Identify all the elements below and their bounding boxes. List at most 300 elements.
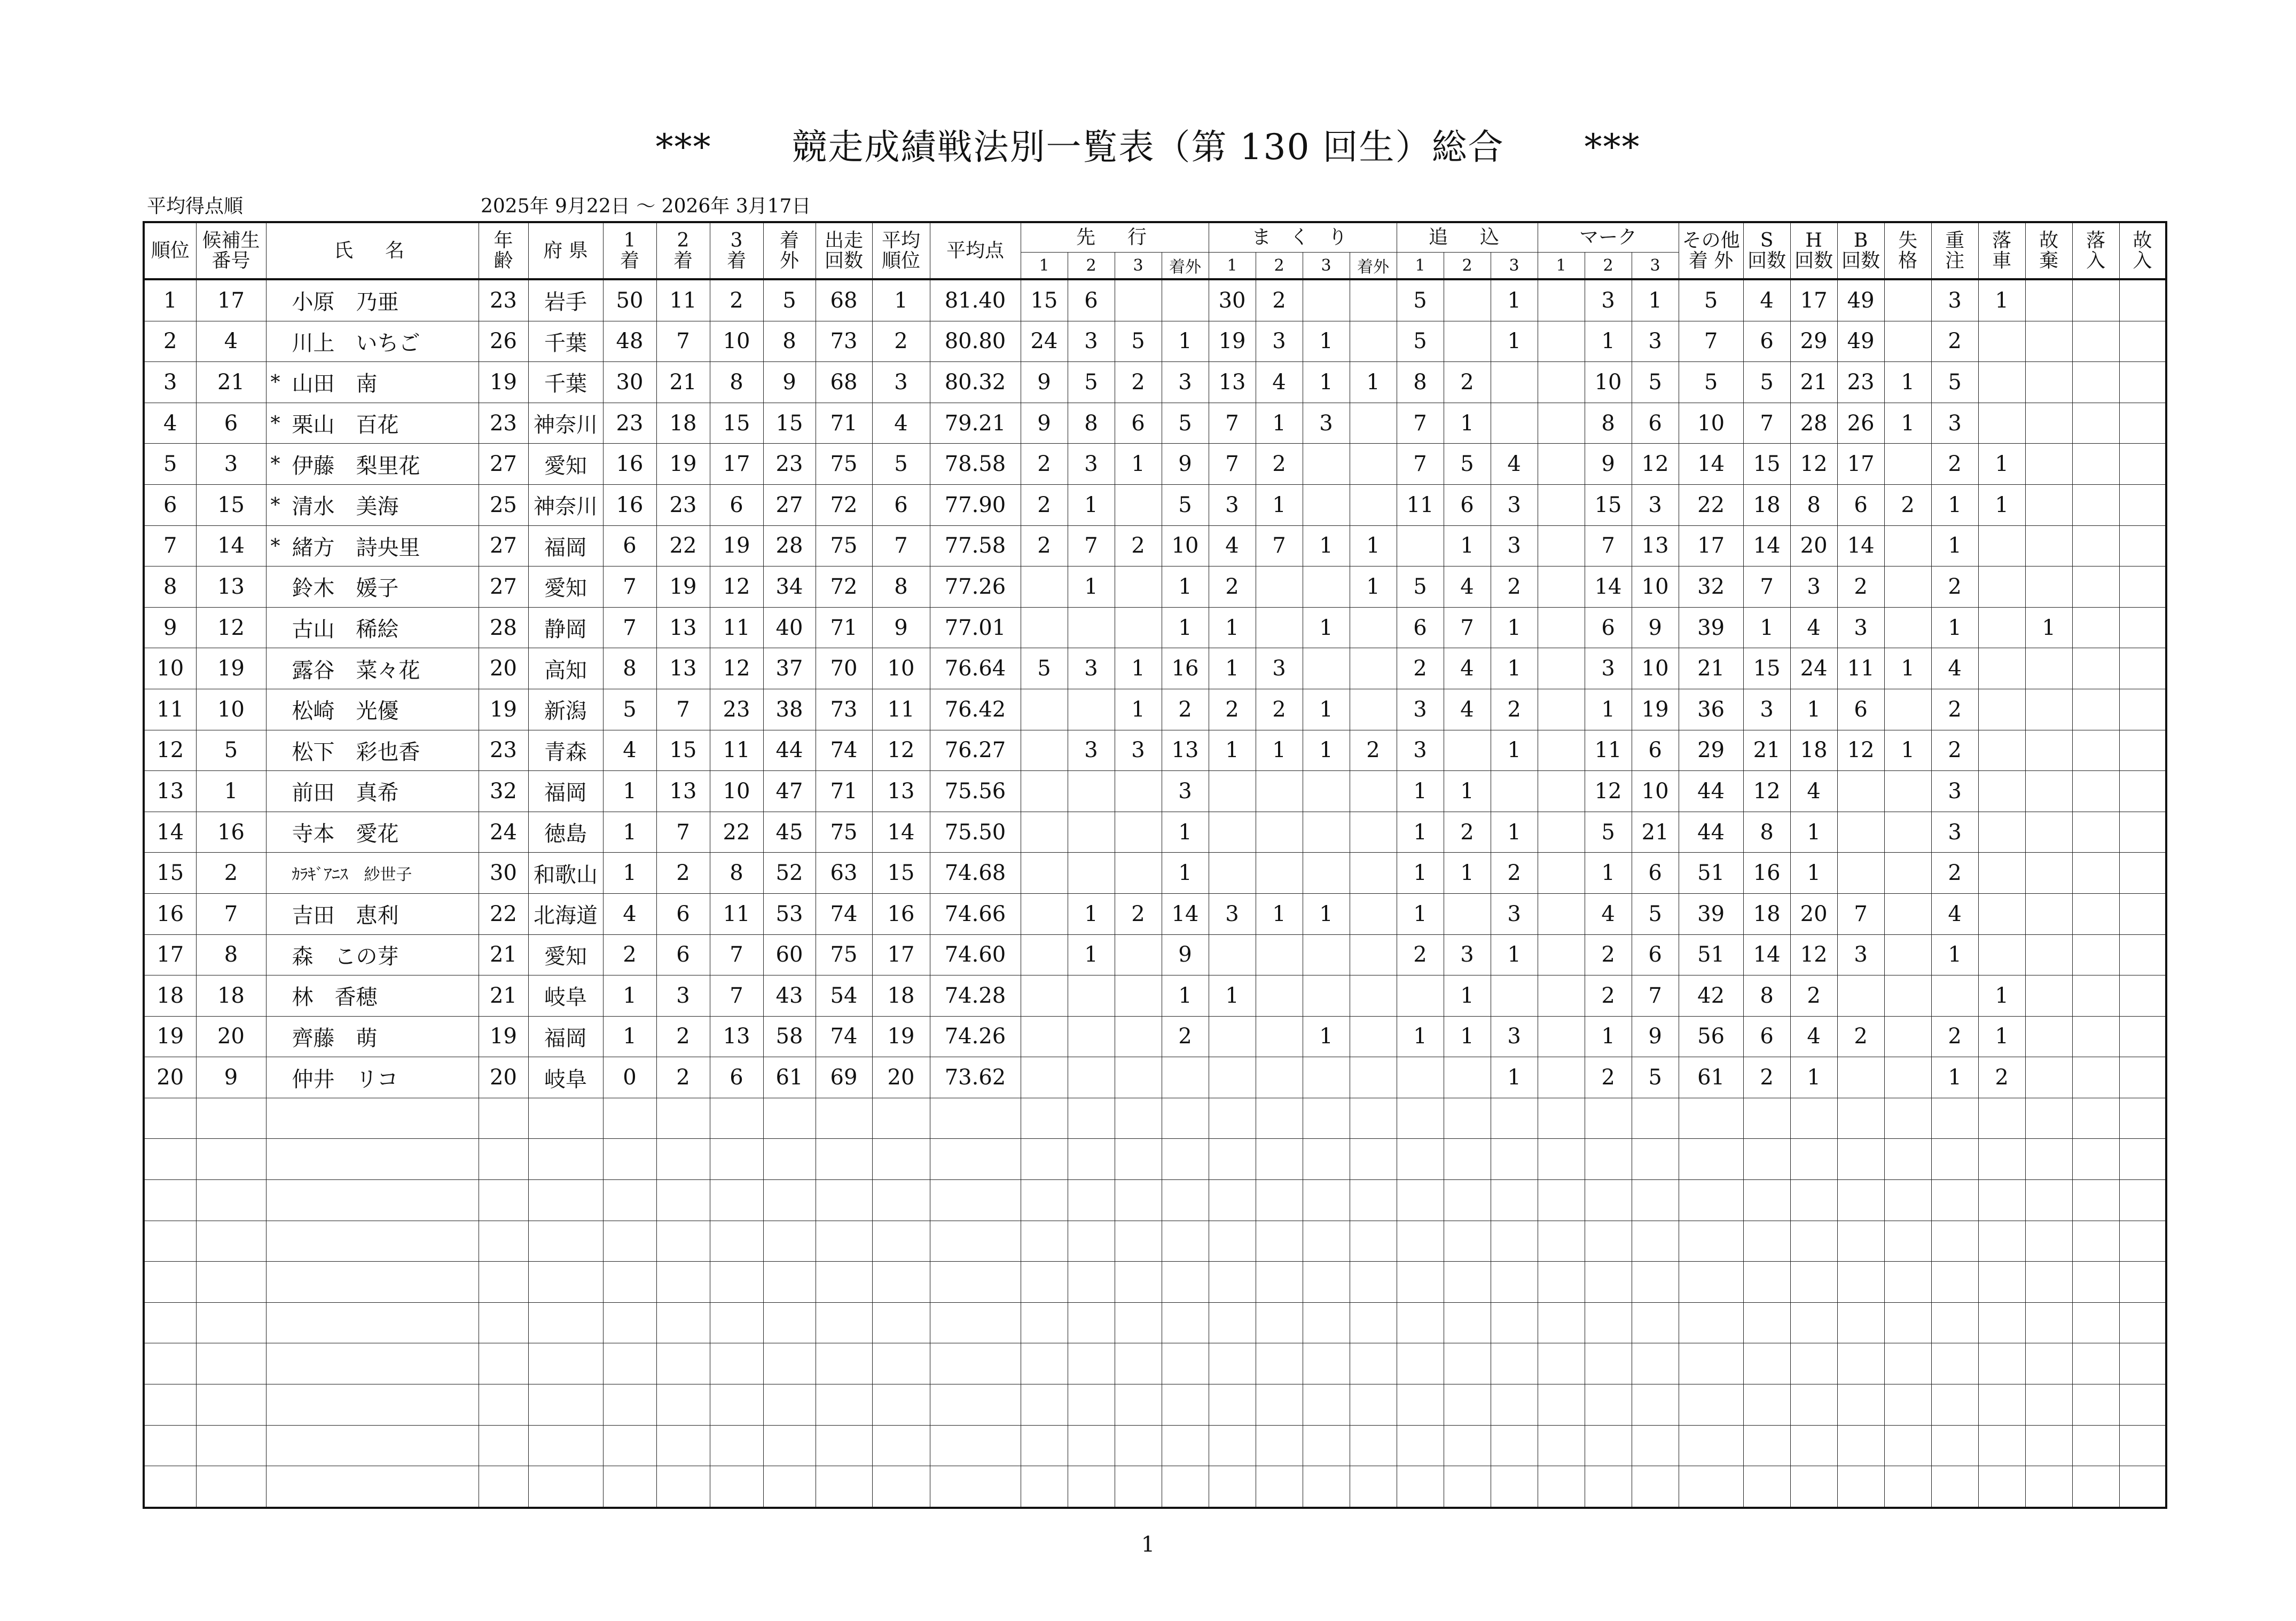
empty-cell: [528, 1425, 603, 1466]
cell-f1: 2: [603, 934, 656, 975]
empty-cell: [1444, 1221, 1491, 1262]
cell-f2: 11: [656, 279, 710, 321]
empty-cell: [1303, 1425, 1350, 1466]
cell-S: 12: [1743, 771, 1790, 812]
empty-cell: [1444, 1098, 1491, 1139]
cell-f2: 21: [656, 362, 710, 403]
empty-cell: [196, 1302, 266, 1343]
table-row: [144, 444, 2166, 485]
cell-s2: 3: [1068, 444, 1115, 485]
cell-m2: 1: [1256, 403, 1303, 444]
cell-avgrank: 14: [872, 812, 930, 853]
empty-cell: [1256, 1262, 1303, 1303]
empty-cell: [479, 1343, 528, 1384]
cell-o1: 2: [1397, 648, 1444, 689]
cell-f3: 6: [710, 484, 763, 525]
col-candidate-no-l2: 番号: [211, 249, 250, 272]
cell-s3: [1115, 771, 1162, 812]
empty-cell: [1743, 1262, 1790, 1303]
cell-m2: [1256, 1016, 1303, 1057]
empty-cell: [144, 1262, 196, 1303]
col-second-l1: 2: [677, 229, 689, 251]
empty-cell: [1538, 1384, 1585, 1426]
cell-kosha: [2025, 648, 2072, 689]
empty-cell: [479, 1098, 528, 1139]
cell-f2: 6: [656, 934, 710, 975]
name-text: 露谷 菜々花: [292, 658, 420, 683]
cell-no: 15: [196, 484, 266, 525]
table-row: [144, 321, 2166, 362]
cell-o2: 2: [1444, 812, 1491, 853]
cell-k1: [1538, 1016, 1585, 1057]
cell-s1: 2: [1021, 525, 1068, 566]
cell-m1: 4: [1209, 525, 1256, 566]
cell-konyu: [2119, 853, 2166, 894]
empty-cell: [1209, 1139, 1256, 1180]
cell-other: 51: [1679, 934, 1743, 975]
cell-k1: [1538, 648, 1585, 689]
cell-s1: 15: [1021, 279, 1068, 321]
cell-avg: 75.56: [930, 771, 1021, 812]
cell-kosha: [2025, 730, 2072, 771]
cell-mo: [1350, 607, 1397, 648]
cell-no: 2: [196, 853, 266, 894]
cell-mo: 1: [1350, 362, 1397, 403]
name-text: 松崎 光優: [292, 699, 399, 724]
cell-rakunyu: [2072, 321, 2119, 362]
cell-f3: 7: [710, 934, 763, 975]
cell-B: 6: [1837, 484, 1884, 525]
cell-avgrank: 9: [872, 607, 930, 648]
cell-avgrank: 12: [872, 730, 930, 771]
cell-pref: 千葉: [528, 362, 603, 403]
cell-avgrank: 10: [872, 648, 930, 689]
empty-cell: [710, 1343, 763, 1384]
cell-s2: [1068, 1057, 1115, 1098]
cell-f1: 1: [603, 975, 656, 1017]
empty-cell: [1585, 1384, 1632, 1426]
cell-warn: [1931, 975, 1978, 1017]
cell-fo: 9: [763, 362, 816, 403]
empty-cell: [1790, 1384, 1837, 1426]
cell-B: [1837, 771, 1884, 812]
cell-starts: 72: [816, 484, 872, 525]
cell-rakunyu: [2072, 1016, 2119, 1057]
cell-m1: [1209, 1016, 1256, 1057]
makuri-2: 2: [1256, 253, 1303, 280]
cell-no: 3: [196, 444, 266, 485]
cell-S: 7: [1743, 403, 1790, 444]
cell-kosha: 1: [2025, 607, 2072, 648]
cell-rakunyu: [2072, 730, 2119, 771]
col-starts: [816, 222, 872, 279]
empty-cell: [1209, 1180, 1256, 1221]
mark-1: 1: [1538, 253, 1585, 280]
empty-cell: [656, 1343, 710, 1384]
cell-age: 21: [479, 934, 528, 975]
cell-avgrank: 19: [872, 1016, 930, 1057]
cell-avgrank: 11: [872, 689, 930, 730]
cell-other: 21: [1679, 648, 1743, 689]
empty-cell: [1978, 1180, 2025, 1221]
cell-m2: 3: [1256, 648, 1303, 689]
cell-name: [266, 403, 479, 444]
cell-o3: 1: [1491, 279, 1538, 321]
group-makuri: ま く り: [1209, 222, 1397, 253]
asterisk-mark: *: [270, 494, 280, 516]
cell-rank: 20: [144, 1057, 196, 1098]
cell-o3: 3: [1491, 1016, 1538, 1057]
cell-fo: 43: [763, 975, 816, 1017]
cell-avg: 76.27: [930, 730, 1021, 771]
empty-cell: [528, 1262, 603, 1303]
cell-k3: 6: [1632, 403, 1679, 444]
cell-name: [266, 484, 479, 525]
empty-cell: [1350, 1425, 1397, 1466]
empty-cell: [1350, 1221, 1397, 1262]
name-text: 緒方 詩央里: [292, 535, 420, 560]
cell-H: 1: [1790, 853, 1837, 894]
cell-kosha: [2025, 566, 2072, 608]
empty-cell: [2072, 1262, 2119, 1303]
cell-H: 12: [1790, 934, 1837, 975]
cell-s1: 2: [1021, 444, 1068, 485]
col-third-l1: 3: [730, 229, 743, 251]
cell-B: 7: [1837, 893, 1884, 934]
cell-B: [1837, 853, 1884, 894]
cell-starts: 63: [816, 853, 872, 894]
empty-cell: [2119, 1302, 2166, 1343]
cell-o2: 1: [1444, 1016, 1491, 1057]
table-row: [144, 893, 2166, 934]
cell-other: 5: [1679, 362, 1743, 403]
cell-f3: 2: [710, 279, 763, 321]
empty-cell: [1350, 1098, 1397, 1139]
cell-o1: 1: [1397, 893, 1444, 934]
cell-f1: 50: [603, 279, 656, 321]
empty-cell: [1978, 1098, 2025, 1139]
cell-m1: [1209, 1057, 1256, 1098]
empty-cell: [1538, 1262, 1585, 1303]
cell-rakunyu: [2072, 362, 2119, 403]
table-row: [144, 362, 2166, 403]
empty-cell: [1585, 1302, 1632, 1343]
cell-dq: [1884, 934, 1931, 975]
empty-cell: [872, 1425, 930, 1466]
senko-1: 1: [1021, 253, 1068, 280]
empty-cell: [1397, 1425, 1444, 1466]
cell-f1: 4: [603, 893, 656, 934]
empty-cell: [2072, 1343, 2119, 1384]
empty-cell: [1679, 1262, 1743, 1303]
cell-m1: 7: [1209, 403, 1256, 444]
cell-rakunyu: [2072, 525, 2119, 566]
table-row: [144, 975, 2166, 1017]
cell-starts: 73: [816, 689, 872, 730]
cell-f1: 7: [603, 566, 656, 608]
cell-m1: 3: [1209, 484, 1256, 525]
cell-m2: [1256, 607, 1303, 648]
cell-H: 21: [1790, 362, 1837, 403]
cell-mo: [1350, 1057, 1397, 1098]
cell-k2: 7: [1585, 525, 1632, 566]
cell-pref: 新潟: [528, 689, 603, 730]
cell-S: 3: [1743, 689, 1790, 730]
cell-starts: 75: [816, 444, 872, 485]
cell-o3: [1491, 403, 1538, 444]
cell-avgrank: 7: [872, 525, 930, 566]
cell-no: 6: [196, 403, 266, 444]
col-first-l2: 着: [620, 249, 639, 272]
empty-cell: [2072, 1180, 2119, 1221]
cell-fall: [1978, 771, 2025, 812]
cell-konyu: [2119, 566, 2166, 608]
cell-so: 3: [1162, 771, 1209, 812]
empty-cell: [2025, 1384, 2072, 1426]
cell-pref: 千葉: [528, 321, 603, 362]
cell-m3: [1303, 771, 1350, 812]
cell-dq: [1884, 525, 1931, 566]
cell-age: 19: [479, 689, 528, 730]
cell-kosha: [2025, 279, 2072, 321]
empty-cell: [1632, 1425, 1679, 1466]
name-text: 伊藤 梨里花: [292, 453, 420, 478]
cell-avg: 76.42: [930, 689, 1021, 730]
cell-m3: [1303, 1057, 1350, 1098]
empty-cell: [1021, 1098, 1068, 1139]
empty-cell: [1021, 1139, 1068, 1180]
cell-m3: [1303, 279, 1350, 321]
asterisk-mark: *: [270, 412, 280, 435]
cell-name: [266, 730, 479, 771]
cell-warn: 4: [1931, 648, 1978, 689]
col-h-count-l1: H: [1805, 229, 1822, 251]
empty-cell: [656, 1221, 710, 1262]
cell-konyu: [2119, 525, 2166, 566]
cell-S: 2: [1743, 1057, 1790, 1098]
cell-fall: [1978, 607, 2025, 648]
cell-rank: 10: [144, 648, 196, 689]
cell-m3: [1303, 975, 1350, 1017]
cell-m1: [1209, 934, 1256, 975]
cell-m1: 2: [1209, 689, 1256, 730]
cell-o3: 3: [1491, 525, 1538, 566]
cell-o1: 1: [1397, 853, 1444, 894]
empty-cell: [816, 1262, 872, 1303]
empty-cell: [2119, 1425, 2166, 1466]
senko-out: 着外: [1162, 253, 1209, 280]
cell-starts: 70: [816, 648, 872, 689]
cell-name: [266, 362, 479, 403]
cell-so: 3: [1162, 362, 1209, 403]
cell-avg: 81.40: [930, 279, 1021, 321]
empty-cell: [603, 1262, 656, 1303]
cell-rank: 19: [144, 1016, 196, 1057]
cell-m1: 3: [1209, 893, 1256, 934]
col-third: [710, 222, 763, 279]
cell-f3: 10: [710, 771, 763, 812]
name-text: 前田 真希: [292, 781, 399, 806]
empty-cell: [1884, 1384, 1931, 1426]
col-rakunyu-l2: 入: [2086, 249, 2106, 272]
cell-m2: 7: [1256, 525, 1303, 566]
cell-k2: 15: [1585, 484, 1632, 525]
cell-dq: [1884, 566, 1931, 608]
cell-s3: 2: [1115, 362, 1162, 403]
cell-so: 1: [1162, 853, 1209, 894]
cell-k2: 1: [1585, 689, 1632, 730]
cell-konyu: [2119, 771, 2166, 812]
cell-fall: 1: [1978, 444, 2025, 485]
cell-starts: 71: [816, 607, 872, 648]
cell-B: 49: [1837, 279, 1884, 321]
empty-cell: [266, 1098, 479, 1139]
col-kosha: [2025, 222, 2072, 279]
empty-cell: [1303, 1384, 1350, 1426]
empty-cell: [710, 1262, 763, 1303]
cell-f3: 13: [710, 1016, 763, 1057]
cell-m1: 1: [1209, 607, 1256, 648]
empty-cell: [1021, 1425, 1068, 1466]
cell-avg: 74.28: [930, 975, 1021, 1017]
empty-cell: [1068, 1384, 1115, 1426]
table-row: [144, 812, 2166, 853]
empty-cell: [1743, 1302, 1790, 1343]
cell-avgrank: 20: [872, 1057, 930, 1098]
cell-name: [266, 975, 479, 1017]
empty-cell: [603, 1098, 656, 1139]
cell-B: 14: [1837, 525, 1884, 566]
empty-cell: [1743, 1098, 1790, 1139]
cell-no: 19: [196, 648, 266, 689]
cell-dq: [1884, 607, 1931, 648]
cell-age: 30: [479, 853, 528, 894]
cell-pref: 高知: [528, 648, 603, 689]
cell-S: 8: [1743, 975, 1790, 1017]
col-age-l1: 年: [493, 229, 513, 251]
cell-rakunyu: [2072, 444, 2119, 485]
cell-rank: 6: [144, 484, 196, 525]
cell-s2: [1068, 975, 1115, 1017]
cell-f1: 4: [603, 730, 656, 771]
cell-rank: 4: [144, 403, 196, 444]
cell-dq: [1884, 321, 1931, 362]
empty-cell: [763, 1425, 816, 1466]
empty-cell: [1162, 1262, 1209, 1303]
cell-other: 14: [1679, 444, 1743, 485]
empty-cell: [1931, 1221, 1978, 1262]
empty-cell: [710, 1302, 763, 1343]
cell-f1: 6: [603, 525, 656, 566]
col-disqualified: [1884, 222, 1931, 279]
cell-o1: 6: [1397, 607, 1444, 648]
makuri-1: 1: [1209, 253, 1256, 280]
empty-cell: [2025, 1262, 2072, 1303]
empty-cell: [1256, 1098, 1303, 1139]
cell-m3: [1303, 812, 1350, 853]
empty-cell: [816, 1098, 872, 1139]
name-text: 吉田 恵利: [292, 903, 399, 928]
cell-fo: 37: [763, 648, 816, 689]
cell-warn: 2: [1931, 566, 1978, 608]
empty-cell: [266, 1302, 479, 1343]
empty-cell: [144, 1139, 196, 1180]
col-kosha-l1: 故: [2039, 229, 2059, 251]
cell-so: 1: [1162, 566, 1209, 608]
cell-konyu: [2119, 362, 2166, 403]
cell-warn: 4: [1931, 893, 1978, 934]
cell-rakunyu: [2072, 279, 2119, 321]
table-row: [144, 1057, 2166, 1098]
cell-o2: 7: [1444, 607, 1491, 648]
cell-dq: 2: [1884, 484, 1931, 525]
empty-cell: [1350, 1384, 1397, 1426]
empty-cell: [1585, 1425, 1632, 1466]
cell-rakunyu: [2072, 566, 2119, 608]
empty-cell: [1491, 1221, 1538, 1262]
cell-konyu: [2119, 730, 2166, 771]
empty-cell: [2025, 1221, 2072, 1262]
cell-age: 27: [479, 566, 528, 608]
empty-cell: [1209, 1262, 1256, 1303]
cell-o3: 1: [1491, 648, 1538, 689]
empty-cell: [930, 1384, 1021, 1426]
cell-m3: 1: [1303, 607, 1350, 648]
empty-cell: [144, 1466, 196, 1508]
cell-s2: [1068, 771, 1115, 812]
cell-f3: 17: [710, 444, 763, 485]
cell-k1: [1538, 484, 1585, 525]
cell-m2: [1256, 1057, 1303, 1098]
empty-cell: [710, 1466, 763, 1508]
empty-cell: [1491, 1466, 1538, 1508]
table-row: [144, 689, 2166, 730]
empty-cell: [1931, 1302, 1978, 1343]
cell-B: 2: [1837, 1016, 1884, 1057]
cell-S: 21: [1743, 730, 1790, 771]
cell-o1: 1: [1397, 771, 1444, 812]
empty-cell: [1162, 1180, 1209, 1221]
cell-so: 14: [1162, 893, 1209, 934]
cell-kosha: [2025, 812, 2072, 853]
empty-row: [144, 1302, 2166, 1343]
cell-m2: [1256, 812, 1303, 853]
cell-s3: 2: [1115, 525, 1162, 566]
empty-cell: [1397, 1262, 1444, 1303]
cell-name: [266, 689, 479, 730]
cell-k1: [1538, 689, 1585, 730]
cell-S: 5: [1743, 362, 1790, 403]
cell-fall: 1: [1978, 279, 2025, 321]
cell-m1: 1: [1209, 730, 1256, 771]
cell-avg: 75.50: [930, 812, 1021, 853]
cell-dq: [1884, 1057, 1931, 1098]
cell-o3: 1: [1491, 607, 1538, 648]
col-h-count-l2: 回数: [1795, 249, 1833, 272]
empty-cell: [603, 1425, 656, 1466]
cell-s3: 3: [1115, 730, 1162, 771]
empty-cell: [266, 1425, 479, 1466]
empty-cell: [1068, 1221, 1115, 1262]
cell-f1: 0: [603, 1057, 656, 1098]
empty-cell: [656, 1302, 710, 1343]
col-other-out-l1: その他: [1682, 229, 1740, 251]
col-candidate-no-l1: 候補生: [202, 229, 260, 251]
cell-o1: 2: [1397, 934, 1444, 975]
cell-warn: 1: [1931, 484, 1978, 525]
cell-k1: [1538, 279, 1585, 321]
empty-cell: [1743, 1139, 1790, 1180]
